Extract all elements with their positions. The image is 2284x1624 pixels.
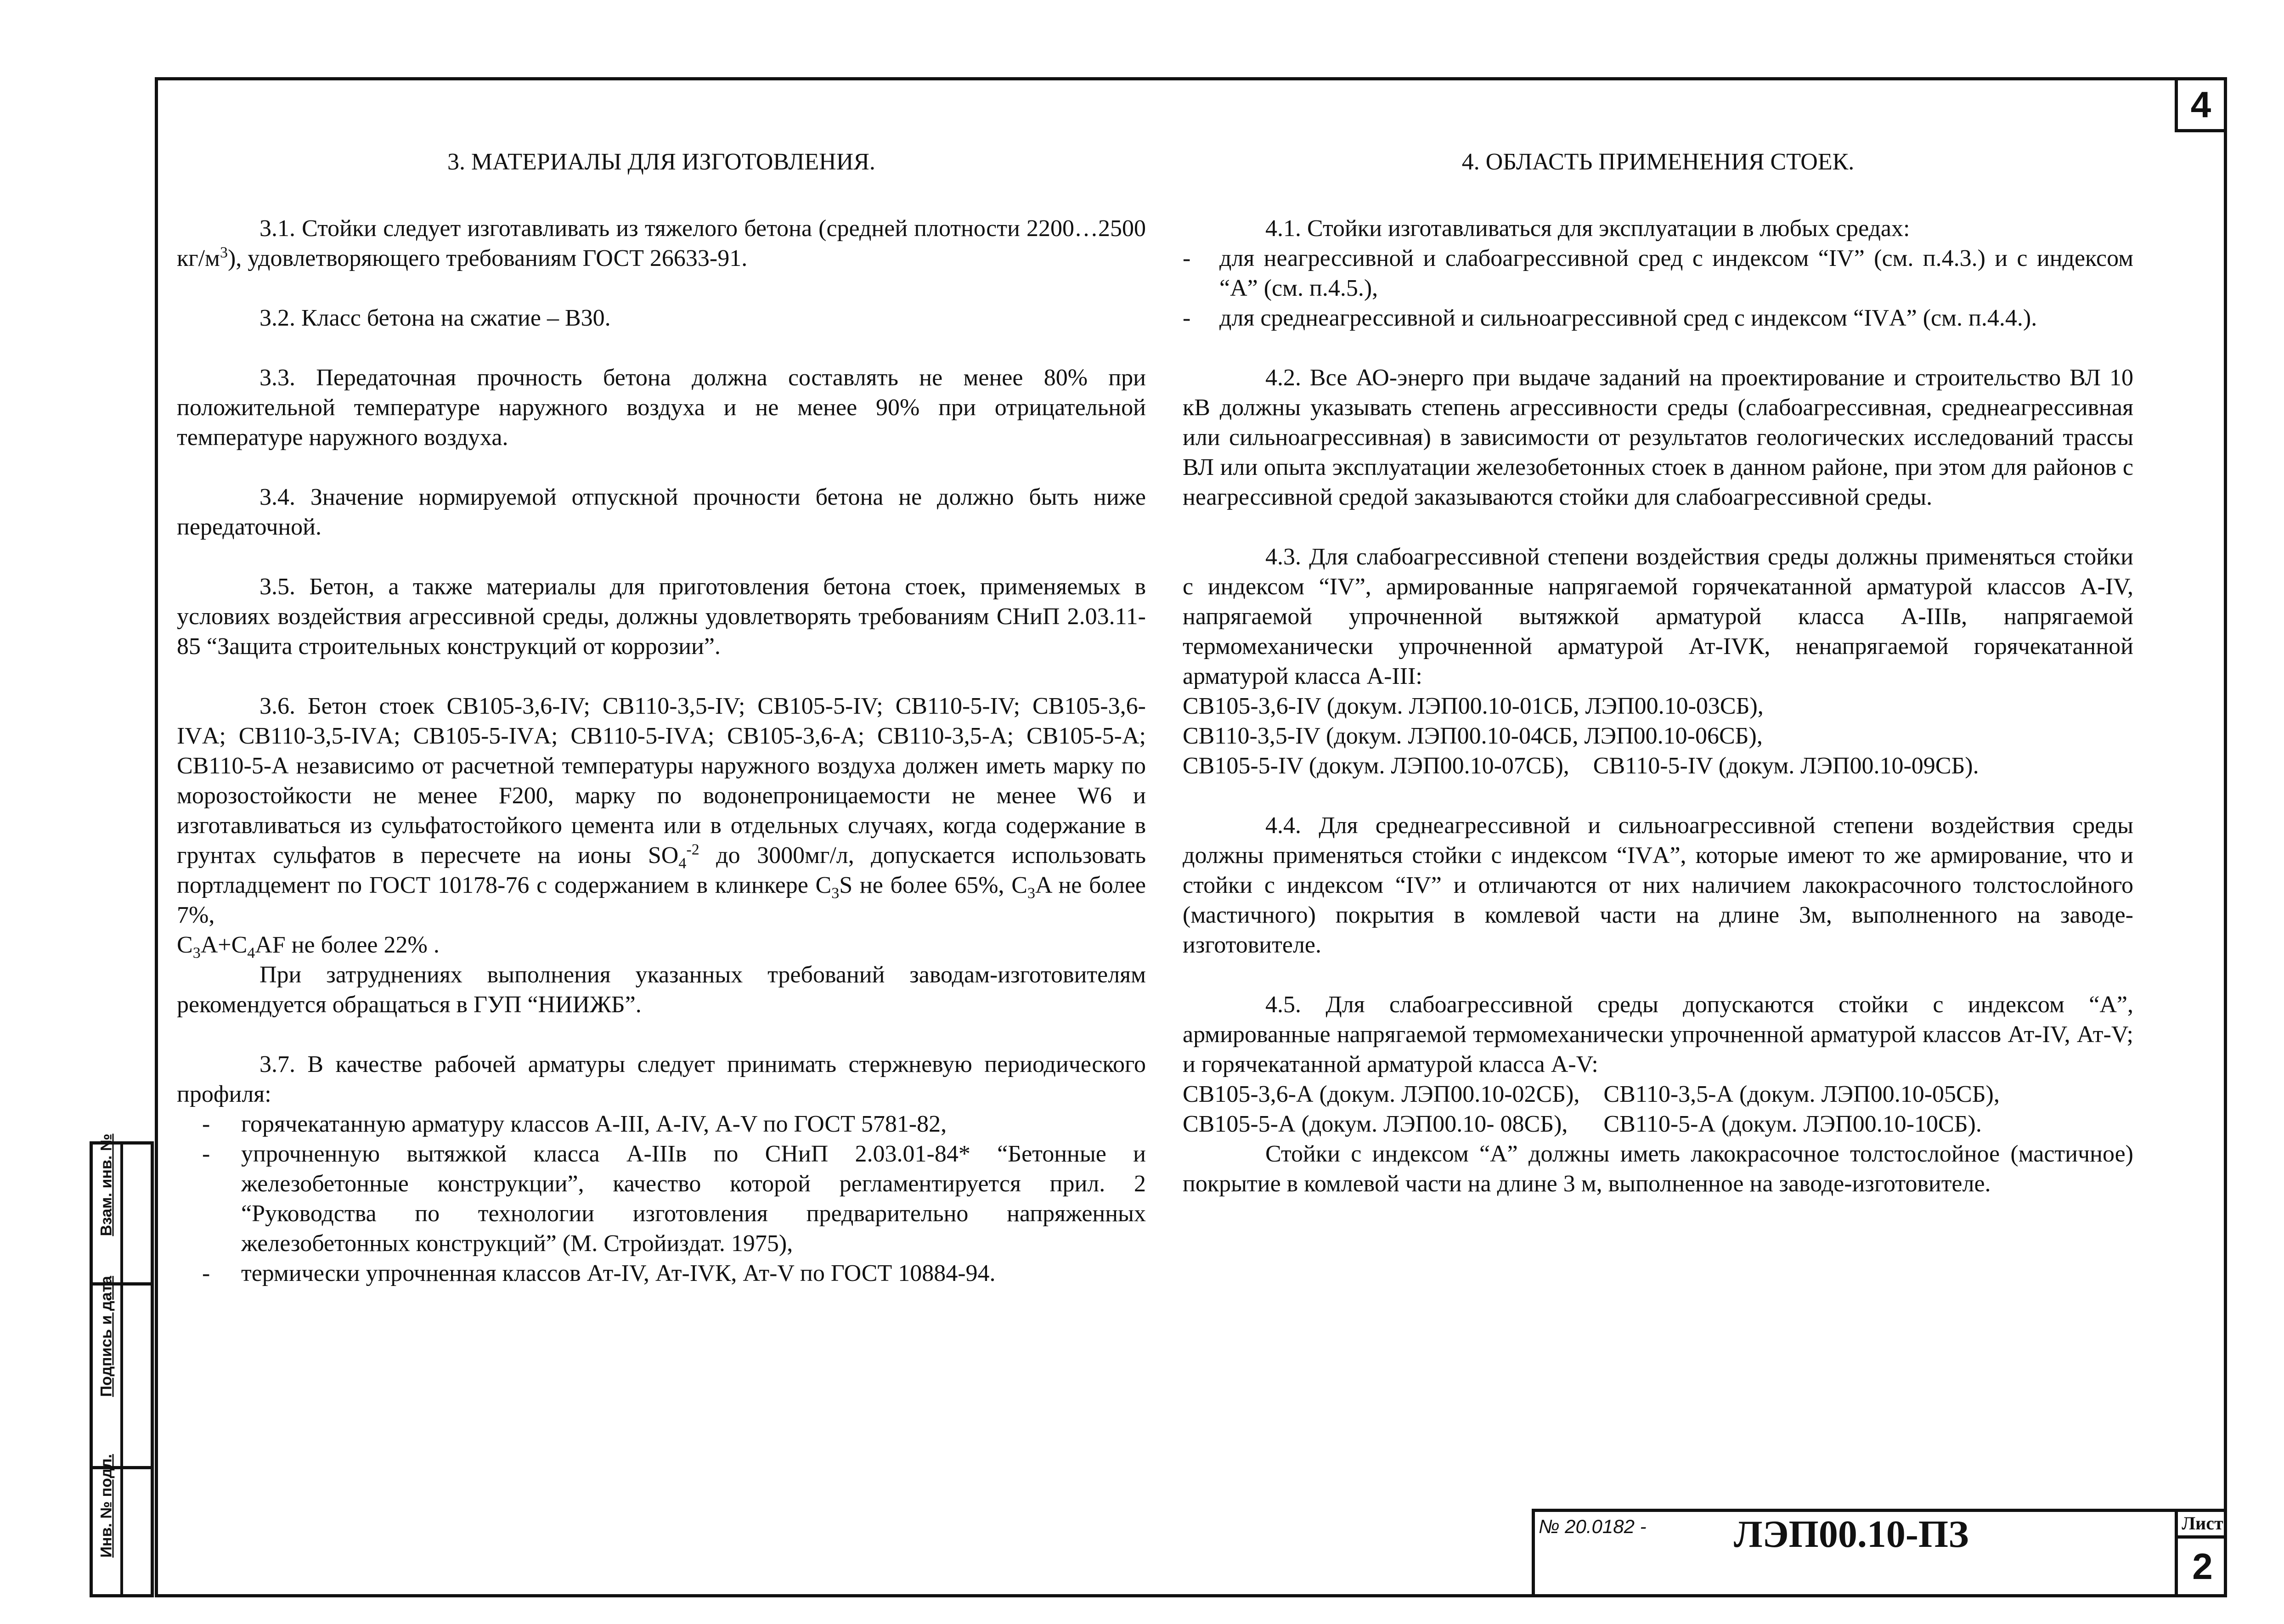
paragraph-3-2: 3.2. Класс бетона на сжатие – В30. (259, 305, 611, 331)
paragraph-3-3: 3.3. Передаточная прочность бетона должна составлять не менее 80% при положительной температуре наружного воздуха и не менее 90% при отрицательной температуре наружного воздуха. (177, 365, 1146, 451)
paragraph-4-3-list (1183, 691, 2133, 781)
environment-list (1183, 243, 2133, 333)
section-4 (1183, 147, 2133, 1229)
paragraph-3-5: 3.5. Бетон, а также материалы для приготовления бетона стоек, применяемых в условиях воздействия агрессивной среды, должны удовлетворять требованиям СНиП 2.03.11-85 “Защита строительных конструкций от коррозии”. (177, 574, 1146, 660)
paragraph-4-5-note: Стойки с индексом “А” должны иметь лакокрасочное толстослойное (мастичное) покрытие в комлевой части на длине 3 м, выполненное на заводе-изготовителе. (1183, 1141, 2133, 1197)
list-item: СВ110-3,5-IV (докум. ЛЭП00.10-04СБ, ЛЭП00.10-06СБ), (1183, 723, 1763, 749)
archive-code: № 20.0182 - (1539, 1516, 1647, 1537)
paragraph-4-4: 4.4. Для среднеагрессивной и сильноагрессивной степени воздействия среды должны применяться стойки с индексом “IVА”, которые имеют то же армирование, что и стойки с индексом “IV” и отличаются от них наличием лакокрасочного толстослойного (мастичного) покрытия в комлевой части на длине 3м, выполненного на заводе-изготовителе. (1183, 812, 2133, 958)
list-item: - для среднеагрессивной и сильноагрессивной сред с индексом “IVА” (см. п.4.4.). (1183, 303, 2133, 333)
sidebar-label-vzam: Взам. инв. № (97, 1133, 115, 1236)
paragraph-3-6-note: При затруднениях выполнения указанных требований заводам-изготовителям рекомендуется обращаться в ГУП “НИИЖБ”. (177, 962, 1146, 1018)
paragraph-3-1: 3.1. Стойки следует изготавливать из тяжелого бетона (средней плотности 2200…2500 $кг/м^3$), удовлетворяющего требованиям ГОСТ 26633-91. (177, 215, 1146, 271)
document-designation: ЛЭП00.10-ПЗ (1734, 1513, 1969, 1556)
paragraph-4-2: 4.2. Все АО-энерго при выдаче заданий на проектирование и строительство ВЛ 10 кВ должны указывать степень агрессивности среды (слабоагрессивная, среднеагрессивная или сильноагрессивная) в зависимости от результатов геологических исследований трассы ВЛ или опыта эксплуатации железобетонных стоек в данном районе, при этом для районов с неагрессивной средой заказываются стойки для слабоагрессивной среды. (1183, 365, 2133, 510)
list-item: - для неагрессивной и слабоагрессивной сред с индексом “IV” (см. п.4.3.) и с индексом “А” (см. п.4.5.), (1183, 243, 2133, 303)
paragraph-4-5-list (1183, 1079, 2133, 1139)
list-item: - горячекатанную арматуру классов А-III, А-IV, А-V по ГОСТ 5781-82, (177, 1109, 1146, 1139)
paragraph-4-5: 4.5. Для слабоагрессивной среды допускаются стойки с индексом “А”, армированные напрягаемой термомеханически упрочненной арматурой классов Ат-IV, Ат-V; и горячекатанной арматурой класса А-V: (1183, 992, 2133, 1077)
sidebar-stamp (90, 1133, 154, 1597)
list-item: СВ105-3,6-А (докум. ЛЭП00.10-02СБ), СВ110-3,5-А (докум. ЛЭП00.10-05СБ), (1183, 1081, 2000, 1107)
sidebar-label-inv-podl: Инв. № подл. (97, 1454, 115, 1558)
paragraph-4-3: 4.3. Для слабоагрессивной степени воздействия среды должны применяться стойки с индексом “IV”, армированные напрягаемой горячекатанной арматурой классов А-IV, напрягаемой упрочненной вытяжкой арматурой класса А-IIIв, напрягаемой термомеханически упрочненной арматурой Ат-IVК, ненапрягаемой горячекатанной арматурой класса А-III: (1183, 544, 2133, 689)
paragraph-3-7: 3.7. В качестве рабочей арматуры следует принимать стержневую периодического профиля: (177, 1051, 1146, 1107)
sheet-box (2175, 1509, 2227, 1597)
list-item: СВ105-3,6-IV (докум. ЛЭП00.10-01СБ, ЛЭП00.10-03СБ), (1183, 693, 1764, 719)
top-sheet-number: 4 (2175, 77, 2227, 132)
paragraph-4-1: 4.1. Стойки изготавливаться для эксплуатации в любых средах: (1265, 215, 1910, 242)
list-item: - упрочненную вытяжкой класса А-IIIв по СНиП 2.03.01-84* “Бетонные и железобетонные конструкции”, качество которой регламентируется прил. 2 “Руководства по технологии изготовления предварительно напряженных железобетонных конструкций” (М. Стройиздат. 1975), (177, 1139, 1146, 1258)
section-3 (177, 147, 1146, 1318)
section-4-heading: 4. ОБЛАСТЬ ПРИМЕНЕНИЯ СТОЕК. (1461, 149, 1855, 175)
sheet-label: Лист (2178, 1512, 2227, 1539)
list-item: СВ105-5-А (докум. ЛЭП00.10- 08СБ), СВ110-5-А (докум. ЛЭП00.10-10СБ). (1183, 1111, 1982, 1137)
section-3-heading: 3. МАТЕРИАЛЫ ДЛЯ ИЗГОТОВЛЕНИЯ. (447, 149, 875, 175)
paragraph-3-6: 3.6. Бетон стоек СВ105-3,6-IV; СВ110-3,5-IV; СВ105-5-IV; СВ110-5-IV; СВ105-3,6-IVА; СВ110-3,5-IVА; СВ105-5-IVА; СВ110-5-IVА; СВ105-3,6-А; СВ110-3,5-А; СВ105-5-А; СВ110-5-А независимо от расчетной температуры наружного воздуха должен иметь марку по морозостойкости не менее F200, марку по водонепроницаемости не менее W6 и изготавливаться из сульфатостойкого цемента или в отдельных случаях, когда содержание в грунтах сульфатов в пересчете на ионы $SO_4^{-2}$ до 3000мг/л, допускается использовать портладцемент по ГОСТ 10178-76 с содержанием в клинкере $C_3S$ не более 65%, $C_3A$ не более 7%, $C_3A+C_4AF$ не более 22% . (177, 693, 1146, 962)
sheet-number: 2 (2192, 1546, 2213, 1587)
sidebar-label-podpis: Подпись и дата (97, 1276, 115, 1397)
list-item: СВ105-5-IV (докум. ЛЭП00.10-07СБ), СВ110-5-IV (докум. ЛЭП00.10-09СБ). (1183, 753, 1979, 779)
reinforcement-list (177, 1109, 1146, 1288)
paragraph-3-4: 3.4. Значение нормируемой отпускной прочности бетона не должно быть ниже передаточной. (177, 484, 1146, 540)
list-item: - термически упрочненная классов Ат-IV, Ат-IVК, Ат-V по ГОСТ 10884-94. (177, 1258, 1146, 1288)
